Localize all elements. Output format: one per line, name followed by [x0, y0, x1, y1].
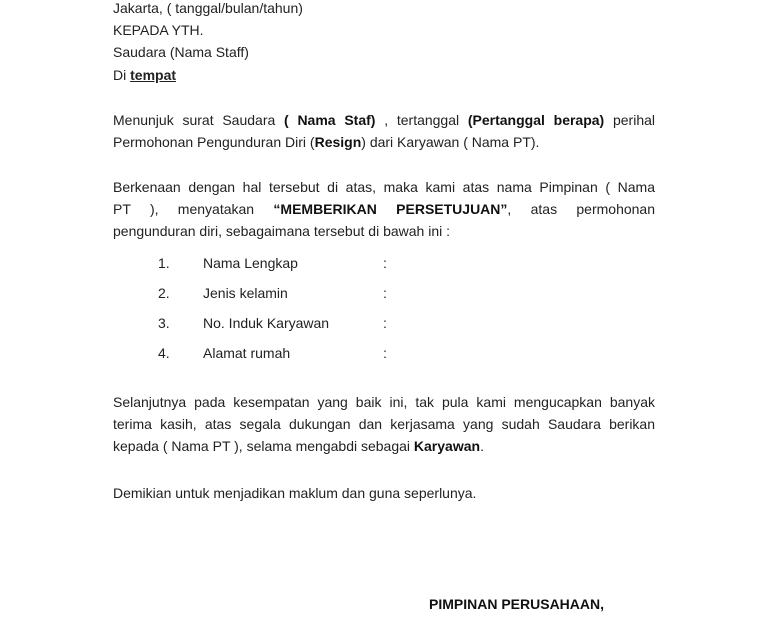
list-label: No. Induk Karyawan [203, 315, 330, 331]
closing-line: Demikian untuk menjadikan maklum dan guna seperlunya. [113, 485, 477, 501]
at-place: tempat [130, 67, 177, 83]
list-item [113, 285, 655, 301]
list-number: 1. [158, 255, 170, 271]
list-number: 4. [158, 345, 170, 361]
list-colon: : [383, 285, 387, 301]
at-prefix: Di [113, 67, 131, 83]
text-segment: . [480, 438, 484, 454]
paragraph-reference-line-1 [113, 109, 655, 131]
list-number: 3. [158, 315, 170, 331]
text-segment: Permohonan Pengunduran Diri ( [113, 134, 315, 150]
list-item [113, 315, 655, 331]
paragraph-approval-line-3: pengunduran diri, sebagaimana tersebut di bawah ini : [113, 223, 451, 239]
paragraph-thanks-line-2: terima kasih, atas segala dukungan dan kerjasama yang sudah Saudara berikan [113, 416, 655, 432]
recipient-name: Saudara (Nama Staff) [113, 44, 249, 60]
list-label: Alamat rumah [203, 345, 291, 361]
text-segment: ) dari Karyawan ( Nama PT). [361, 134, 540, 150]
list-label: Jenis kelamin [203, 285, 288, 301]
karyawan-word: Karyawan [413, 438, 481, 454]
paragraph-reference [113, 109, 655, 153]
resign-word: Resign [314, 134, 362, 150]
text-segment: , atas permohonan [507, 201, 655, 217]
paragraph-thanks [113, 391, 655, 457]
paragraph-reference-line-2 [113, 131, 655, 153]
paragraph-approval-line-2 [113, 198, 655, 220]
approval-statement: “MEMBERIKAN PERSETUJUAN” [273, 201, 508, 217]
list-colon: : [383, 255, 387, 271]
list-item [113, 255, 655, 271]
list-colon: : [383, 315, 387, 331]
recipient-place [113, 67, 176, 83]
list-label: Nama Lengkap [203, 255, 298, 271]
paragraph-approval [113, 176, 655, 242]
date-placeholder: (Pertanggal berapa) [467, 112, 605, 128]
paragraph-thanks-line-3 [113, 435, 655, 457]
paragraph-approval-line-1: Berkenaan dengan hal tersebut di atas, maka kami atas nama Pimpinan ( Nama [113, 179, 655, 195]
text-segment: perihal [604, 112, 655, 128]
text-segment: , tertanggal [375, 112, 468, 128]
signature-title: PIMPINAN PERUSAHAAN, [429, 596, 605, 612]
list-colon: : [383, 345, 387, 361]
list-number: 2. [158, 285, 170, 301]
text-segment: PT ), menyatakan [113, 201, 274, 217]
text-segment: kepada ( Nama PT ), selama mengabdi sebagai [113, 438, 414, 454]
staff-name-placeholder: ( Nama Staf) [284, 112, 376, 128]
to-label: KEPADA YTH. [113, 22, 204, 38]
list-item [113, 345, 655, 361]
text-segment: Menunjuk surat Saudara [113, 112, 285, 128]
place-date: Jakarta, ( tanggal/bulan/tahun) [113, 0, 303, 16]
paragraph-thanks-line-1: Selanjutnya pada kesempatan yang baik ini, tak pula kami mengucapkan banyak [113, 394, 655, 410]
